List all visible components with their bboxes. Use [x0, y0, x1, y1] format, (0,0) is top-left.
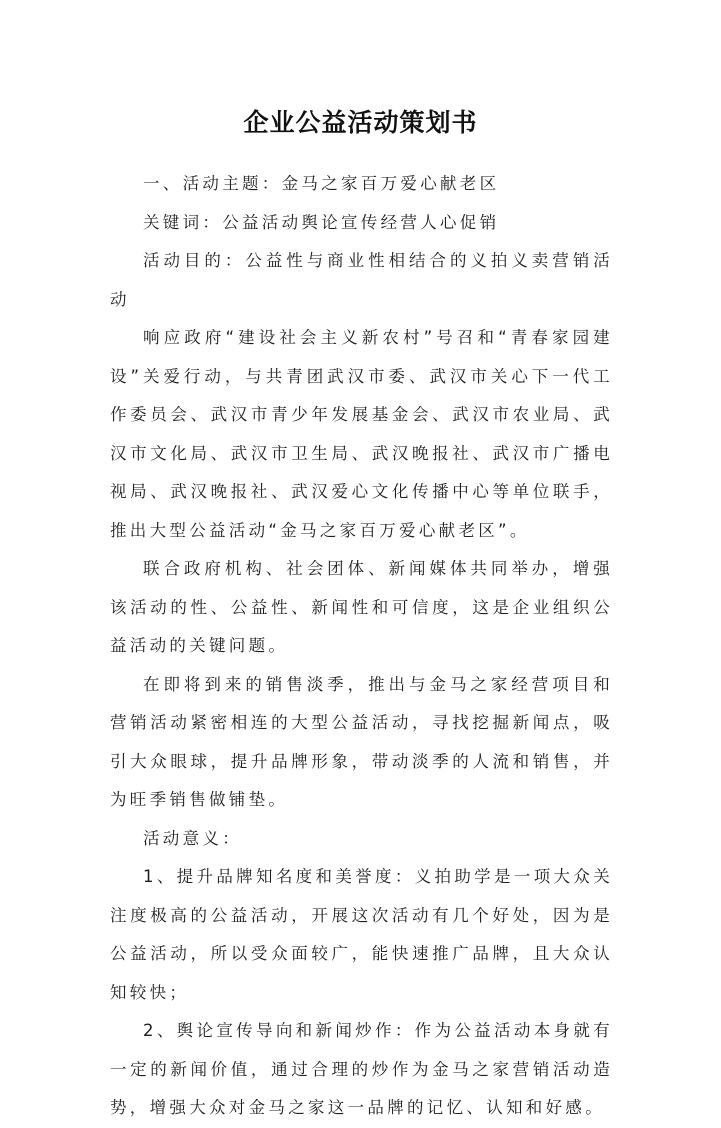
- document-title: 企业公益活动策划书: [243, 107, 478, 137]
- paragraph-joint-organization: 联合政府机构、社会团体、新闻媒体共同举办，增强该活动的性、公益性、新闻性和可信度，这是企业组织公益活动的关键问题。: [110, 559, 613, 655]
- paragraph-activity-theme: 一、活动主题：金马之家百万爱心献老区: [143, 174, 500, 193]
- paragraph-point-public-opinion: 2、舆论宣传导向和新闻炒作：作为公益活动本身就有一定的新闻价值，通过合理的炒作为金马之家营销活动造势，增强大众对金马之家这一品牌的记忆、认知和好感。: [110, 1021, 613, 1117]
- document-body: [110, 165, 613, 1128]
- paragraph-government-response: 响应政府“建设社会主义新农村”号召和“青春家园建设”关爱行动，与共青团武汉市委、武汉市关心下一代工作委员会、武汉市青少年发展基金会、武汉市农业局、武汉市文化局、武汉市卫生局、武汉晚报社、武汉市广播电视局、武汉晚报社、武汉爱心文化传播中心等单位联手，推出大型公益活动“金马之家百万爱心献老区”。: [110, 328, 613, 540]
- paragraph-off-season: 在即将到来的销售淡季，推出与金马之家经营项目和营销活动紧密相连的大型公益活动，寻找挖掘新闻点，吸引大众眼球，提升品牌形象，带动淡季的人流和销售，并为旺季销售做铺垫。: [110, 674, 613, 809]
- paragraph-point-brand-awareness: 1、提升品牌知名度和美誉度：义拍助学是一项大众关注度极高的公益活动，开展这次活动有几个好处，因为是公益活动，所以受众面较广，能快速推广品牌，且大众认知较快；: [110, 867, 613, 1002]
- paragraph-activity-significance: 活动意义：: [143, 828, 242, 848]
- paragraph-activity-purpose: 活动目的：公益性与商业性相结合的义拍义卖营销活动: [110, 251, 613, 309]
- paragraph-keywords: 关键词：公益活动舆论宣传经营人心促销: [143, 212, 500, 232]
